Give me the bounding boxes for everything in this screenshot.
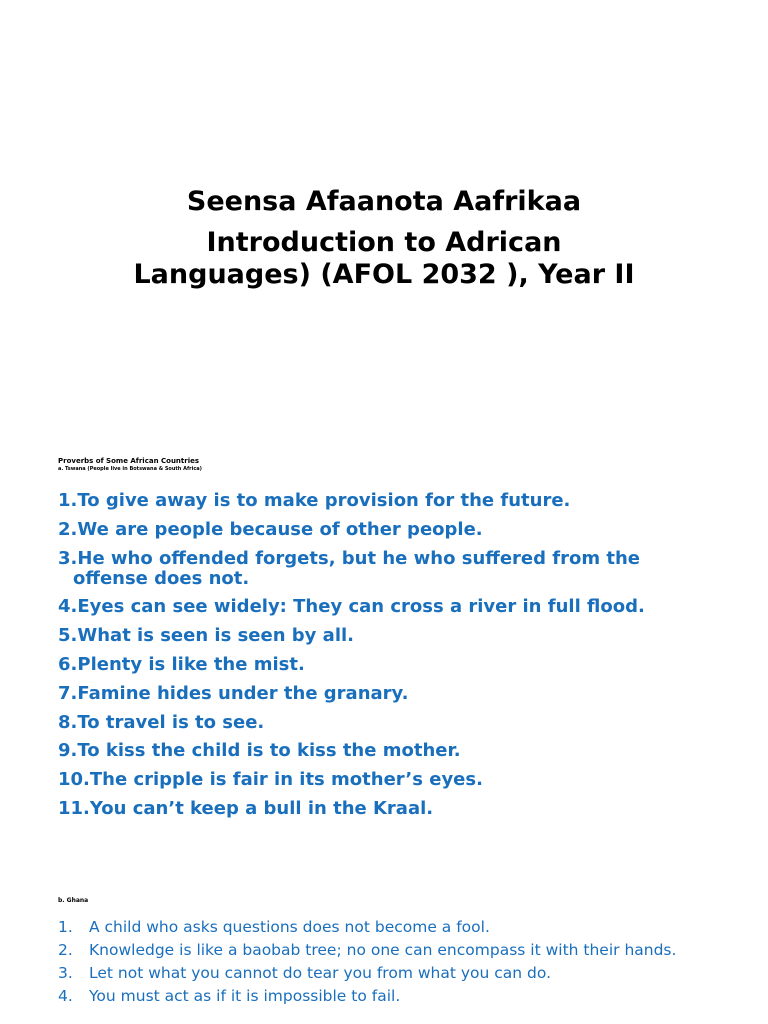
- item-text: Famine hides under the granary.: [77, 682, 409, 704]
- ghana-proverbs-list: [58, 918, 678, 1010]
- course-title-oromo: Seensa Afaanota Aafrikaa: [186, 186, 582, 217]
- list-item: [58, 626, 718, 646]
- list-item: [58, 918, 678, 936]
- item-number: 4.: [58, 987, 73, 1005]
- item-number: 1.: [58, 490, 78, 511]
- course-title-english-line2: Languages) (AFOL 2032 ), Year II: [133, 259, 635, 290]
- section-heading: Proverbs of Some African Countries: [58, 457, 200, 465]
- list-item: [58, 713, 718, 733]
- list-item: [58, 655, 718, 675]
- list-item: [58, 964, 678, 982]
- title-block: [0, 185, 768, 291]
- list-item: [58, 597, 718, 617]
- item-text: To give away is to make provision for the future.: [77, 490, 571, 511]
- item-number: 9.: [58, 740, 78, 762]
- tswana-proverbs-list: [58, 491, 718, 828]
- item-text: He who offended forgets, but he who suffered from the offense does not.: [73, 547, 641, 589]
- list-item: [58, 549, 718, 589]
- item-number: 2.: [58, 941, 73, 959]
- list-item: [58, 491, 718, 511]
- list-item: [58, 770, 718, 790]
- list-item: [58, 941, 678, 959]
- list-item: [58, 520, 718, 540]
- item-number: 7.: [58, 682, 78, 704]
- item-text: A child who asks questions does not become a fool.: [89, 918, 490, 936]
- item-number: 5.: [58, 625, 78, 647]
- item-number: 8.: [58, 711, 78, 733]
- item-text: What is seen is seen by all.: [77, 625, 354, 647]
- item-number: 11.: [58, 797, 90, 819]
- list-item: [58, 741, 718, 761]
- item-text: You must act as if it is impossible to fail.: [89, 987, 401, 1005]
- item-text: Knowledge is like a baobab tree; no one can encompass it with their hands.: [89, 941, 677, 959]
- list-item: [58, 799, 718, 819]
- course-title-english-line1: Introduction to Adrican: [206, 227, 562, 258]
- list-item: [58, 684, 718, 704]
- item-number: 10.: [58, 769, 90, 791]
- item-text: The cripple is fair in its mother’s eyes.: [89, 769, 483, 791]
- item-text: Let not what you cannot do tear you from what you can do.: [89, 964, 552, 982]
- item-number: 3.: [58, 547, 78, 569]
- item-number: 4.: [58, 596, 78, 618]
- item-number: 1.: [58, 918, 73, 936]
- section-subheading: a. Tswana (People live in Botswana & South Africa): [58, 466, 202, 472]
- list-item: [58, 987, 678, 1005]
- item-text: Eyes can see widely: They can cross a river in full flood.: [77, 596, 645, 618]
- item-text: To travel is to see.: [77, 711, 265, 733]
- item-text: You can’t keep a bull in the Kraal.: [89, 797, 434, 819]
- section-header: [58, 457, 202, 472]
- item-text: We are people because of other people.: [77, 518, 483, 540]
- ghana-heading: b. Ghana: [58, 897, 89, 904]
- item-text: Plenty is like the mist.: [77, 653, 305, 675]
- item-number: 2.: [58, 518, 78, 540]
- item-number: 3.: [58, 964, 73, 982]
- item-text: To kiss the child is to kiss the mother.: [77, 740, 461, 762]
- item-number: 6.: [58, 653, 78, 675]
